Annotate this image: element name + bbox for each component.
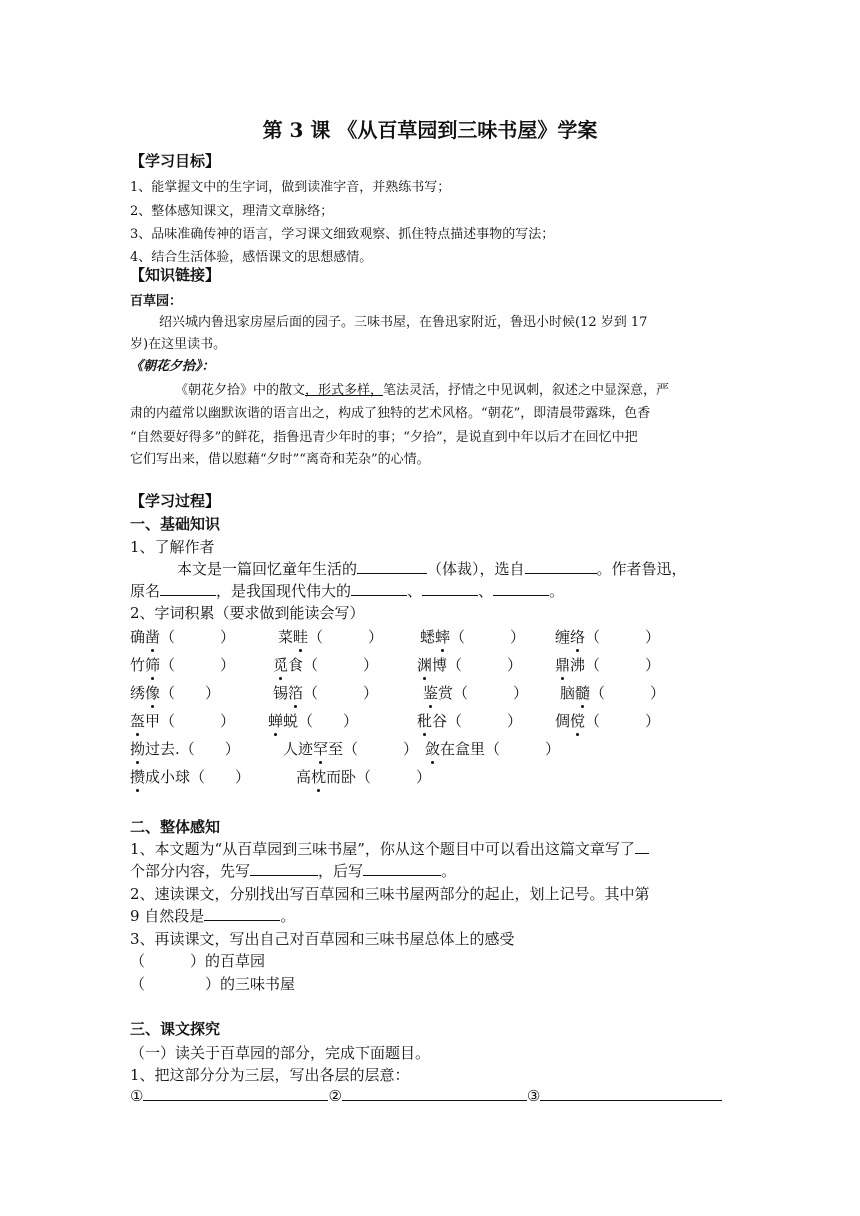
process-heading: 【学习过程】	[130, 492, 221, 510]
dotted-char: 盔	[130, 712, 146, 730]
text: ，是我国现代伟大的	[216, 582, 352, 600]
dotted-char: 觅	[273, 656, 289, 674]
char: 过去.	[145, 740, 180, 758]
zhaohua-line: “自然要好得多”的鲜花，指鲁迅青少年时的事；“夕拾”，是说直到中年以后才在回忆中把	[130, 430, 638, 445]
s2-q1-line	[130, 860, 456, 881]
text: ，后写	[318, 862, 364, 880]
answer-paren[interactable]: （ ）	[160, 712, 236, 730]
baicao-line: 岁)在这里读书。	[130, 337, 227, 352]
char: 蜕	[283, 712, 299, 730]
char: 脑	[560, 684, 576, 702]
answer-paren[interactable]: （ ）	[450, 628, 526, 646]
answer-blank[interactable]	[143, 1086, 328, 1101]
vocab-item	[555, 710, 660, 731]
answer-paren-line[interactable]: （ ）的三味书屋	[130, 975, 296, 993]
answer-paren[interactable]: （ ）	[160, 684, 221, 702]
char: 沸	[570, 656, 586, 674]
char: 锡	[273, 684, 289, 702]
answer-paren[interactable]: （ ）	[453, 684, 529, 702]
author-line-1	[177, 558, 687, 579]
layer-answer-line	[130, 1086, 722, 1105]
dotted-char: 筛	[145, 656, 161, 674]
baicao-line: 绍兴城内鲁迅家房屋后面的园子。三味书屋，在鲁迅家附近，鲁迅小时候(12 岁到 17	[159, 315, 648, 330]
dotted-char: 蝉	[268, 712, 284, 730]
char: 蟋	[420, 628, 436, 646]
char: 成小球	[145, 768, 191, 786]
circle-num: ②	[328, 1087, 342, 1105]
section-2-title: 二、整体感知	[130, 818, 221, 836]
text: 。作者鲁迅，	[596, 560, 687, 578]
baicao-label: 百草园：	[130, 294, 183, 309]
zhaohua-line: 肃的内蕴常以幽默诙谐的语言出之，构成了独特的艺术风格。“朝花”，即清晨带露珠，色香	[130, 406, 651, 421]
answer-paren[interactable]: （ ）	[356, 768, 432, 786]
vocab-item	[273, 654, 378, 675]
vocab-item	[268, 710, 358, 731]
vocab-item	[417, 710, 522, 731]
text: 。	[280, 907, 296, 925]
goal-item: 3、品味准确传神的语言，学习课文细致观察、抓住特点描述事物的写法；	[130, 227, 555, 242]
link-heading: 【知识链接】	[130, 266, 221, 284]
vocab-item	[130, 626, 235, 647]
answer-blank[interactable]	[204, 906, 280, 921]
vocab-item	[555, 626, 660, 647]
answer-blank[interactable]	[357, 559, 427, 574]
vocab-item	[560, 682, 665, 703]
answer-paren[interactable]: （ ）	[190, 768, 251, 786]
s2-q1-line	[130, 838, 649, 859]
dotted-char: 箔	[288, 684, 304, 702]
dotted-char: 鉴	[423, 684, 439, 702]
text: 1、本文题为“从百草园到三味书屋”，你从这个题目中可以看出这篇文章写了	[130, 840, 635, 858]
vocab-item	[420, 626, 525, 647]
goal-item: 1、能掌握文中的生字词，做到读准字音，并熟练书写；	[130, 180, 451, 195]
zhaohua-label: 《朝花夕拾》：	[130, 359, 215, 374]
text: 。	[549, 582, 565, 600]
char: 确	[130, 628, 146, 646]
text: 。	[441, 862, 457, 880]
text: 、	[478, 582, 494, 600]
dotted-char: 渊	[417, 656, 433, 674]
text: （体裁），选自	[427, 560, 525, 578]
dotted-char: 攒	[130, 768, 146, 786]
char: 谷	[432, 712, 448, 730]
s2-q2-line: 2、速读课文，分别找出写百草园和三味书屋两部分的起止，划上记号。其中第	[130, 885, 650, 903]
dotted-char: 髓	[575, 684, 591, 702]
answer-blank[interactable]	[525, 559, 597, 574]
char: 竹	[130, 656, 146, 674]
goals-heading: 【学习目标】	[130, 152, 221, 170]
answer-paren[interactable]: （ ）	[179, 740, 240, 758]
question: 1、了解作者	[130, 538, 215, 556]
char: 缠	[555, 628, 571, 646]
dotted-char: 凿	[145, 628, 161, 646]
vocab-item	[425, 738, 560, 759]
dotted-char: 拗	[130, 740, 146, 758]
answer-paren[interactable]: （ ）	[585, 712, 661, 730]
author-line-2	[130, 580, 564, 601]
char: 在盒里	[440, 740, 486, 758]
vocab-item	[130, 654, 235, 675]
char: 至	[328, 740, 344, 758]
char: 赏	[438, 684, 454, 702]
zhaohua-underlined: ，形式多样，	[305, 383, 384, 398]
char: 绣	[130, 684, 146, 702]
answer-blank[interactable]	[422, 581, 478, 596]
answer-blank[interactable]	[160, 581, 216, 596]
answer-paren[interactable]: （ ）	[447, 656, 523, 674]
answer-paren[interactable]: （ ）	[160, 656, 236, 674]
text: 个部分内容，先写	[130, 862, 251, 880]
circle-num: ①	[130, 1087, 144, 1105]
answer-blank[interactable]	[635, 839, 649, 854]
answer-paren[interactable]: （ ）	[485, 740, 561, 758]
dotted-char: 傥	[570, 712, 586, 730]
answer-blank[interactable]	[363, 861, 441, 876]
circle-num: ③	[526, 1087, 541, 1105]
dotted-char: 敛	[425, 740, 441, 758]
answer-blank[interactable]	[540, 1086, 722, 1101]
char: 菜	[278, 628, 294, 646]
question: 2、字词积累（要求做到能读会写）	[130, 604, 365, 622]
dotted-char: 像	[145, 684, 161, 702]
answer-paren[interactable]: （ ）	[298, 712, 359, 730]
goal-item: 4、结合生活体验，感悟课文的思想感情。	[130, 250, 373, 265]
answer-blank[interactable]	[250, 861, 318, 876]
dotted-char: 鼎	[555, 656, 571, 674]
char: 倜	[555, 712, 571, 730]
answer-paren[interactable]: （ ）	[343, 740, 419, 758]
page-title: 第 3 课 《从百草园到三味书屋》学案	[262, 118, 598, 142]
vocab-item	[423, 682, 528, 703]
char: 博	[432, 656, 448, 674]
goal-item: 2、整体感知课文，理清文章脉络；	[130, 204, 334, 219]
char: 食	[288, 656, 304, 674]
char: 而卧	[326, 768, 357, 786]
dotted-char: 络	[570, 628, 586, 646]
char: 甲	[145, 712, 161, 730]
vocab-item	[130, 766, 250, 787]
vocab-item	[555, 654, 660, 675]
answer-blank[interactable]	[351, 581, 407, 596]
vocab-item	[130, 710, 235, 731]
text: 、	[407, 582, 423, 600]
vocab-item	[130, 738, 240, 759]
dotted-char: 畦	[293, 628, 309, 646]
vocab-item	[273, 682, 378, 703]
answer-paren[interactable]: （ ）	[585, 628, 661, 646]
answer-blank[interactable]	[493, 581, 549, 596]
vocab-item	[296, 766, 431, 787]
answer-paren[interactable]: （ ）	[303, 656, 379, 674]
dotted-char: 蟀	[435, 628, 451, 646]
text: 原名	[130, 582, 161, 600]
answer-paren[interactable]: （ ）	[303, 684, 379, 702]
sub-part: （一）读关于百草园的部分，完成下面题目。	[130, 1044, 431, 1062]
question: 1、把这部分分为三层，写出各层的层意：	[130, 1066, 410, 1084]
zhaohua-text: 笔法灵活，抒情之中见讽刺，叙述之中显深意，严	[383, 383, 670, 398]
char: 高	[296, 768, 312, 786]
vocab-item	[417, 654, 522, 675]
s2-q2-line	[130, 905, 295, 926]
zhaohua-text: 《朝花夕拾》中的散文	[175, 383, 306, 398]
answer-paren[interactable]: （ ）	[160, 628, 236, 646]
answer-paren[interactable]: （ ）	[447, 712, 523, 730]
dotted-char: 秕	[417, 712, 433, 730]
question: 3、再读课文，写出自己对百草园和三味书屋总体上的感受	[130, 930, 515, 948]
text: 本文是一篇回忆童年生活的	[177, 560, 358, 578]
dotted-char: 罕	[313, 740, 329, 758]
section-3-title: 三、课文探究	[130, 1020, 221, 1038]
answer-paren[interactable]: （ ）	[590, 684, 666, 702]
answer-paren-line[interactable]: （ ）的百草园	[130, 952, 266, 970]
vocab-item	[130, 682, 220, 703]
char: 人迹	[283, 740, 314, 758]
text: 9 自然段是	[130, 907, 205, 925]
answer-blank[interactable]	[342, 1086, 527, 1101]
vocab-item	[278, 626, 383, 647]
zhaohua-line	[175, 379, 669, 398]
section-1-title: 一、基础知识	[130, 515, 221, 533]
answer-paren[interactable]: （ ）	[585, 656, 661, 674]
answer-paren[interactable]: （ ）	[308, 628, 384, 646]
vocab-item	[283, 738, 418, 759]
zhaohua-line: 它们写出来，借以慰藉“夕时”“离奇和芜杂”的心情。	[130, 452, 430, 467]
dotted-char: 枕	[311, 768, 327, 786]
